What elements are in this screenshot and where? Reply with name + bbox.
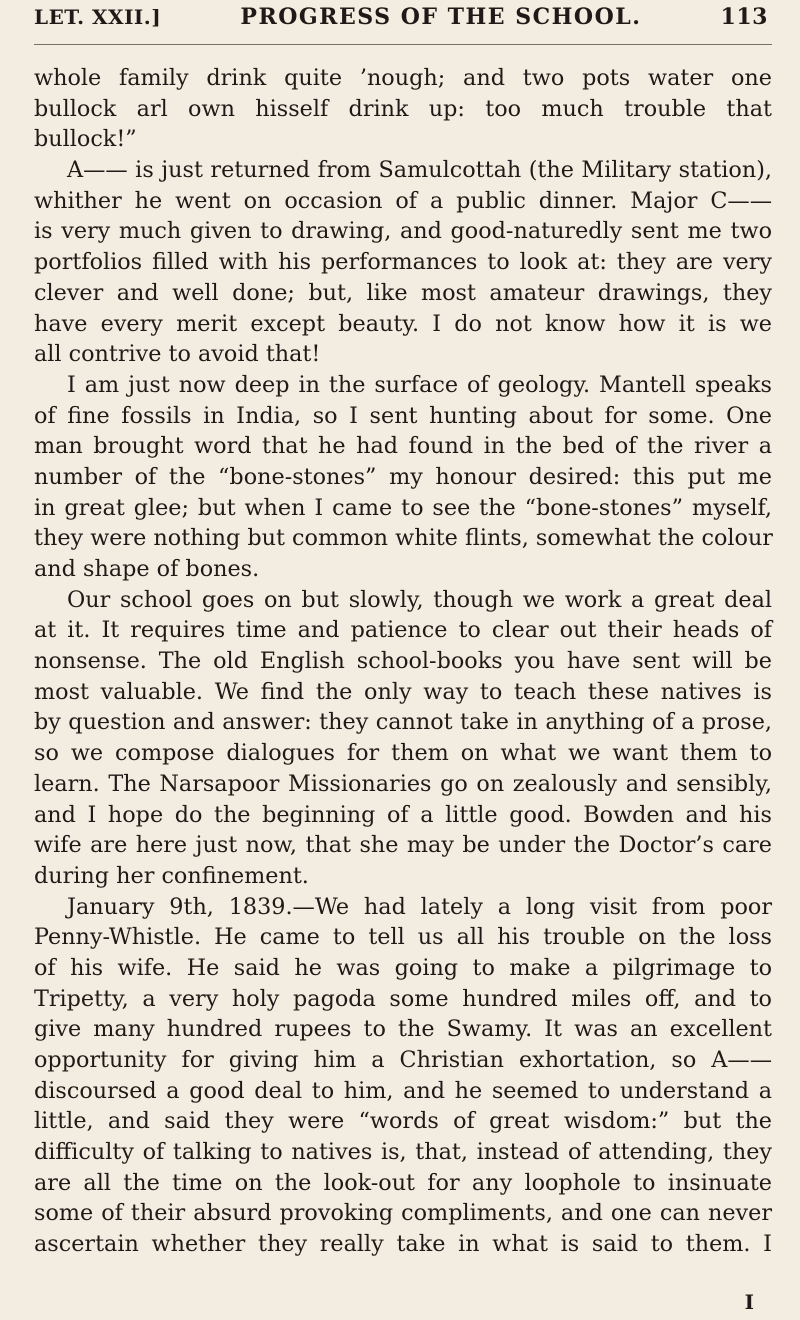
- text-line: difficulty of talking to natives is, that, instead of attending, they: [34, 1139, 772, 1166]
- text-line: man brought word that he had found in the bed of the river a: [34, 433, 772, 460]
- text-line: at it. It requires time and patience to clear out their heads of: [34, 617, 772, 644]
- text-line: Tripetty, a very holy pagoda some hundred miles off, and to: [34, 985, 772, 1012]
- text-line: in great glee; but when I came to see the “bone-stones” myself,: [34, 494, 772, 521]
- text-line: they were nothing but common white flints, somewhat the colour: [34, 525, 773, 552]
- text-line: so we compose dialogues for them on what we want them to: [34, 740, 772, 767]
- page-number: 113: [720, 4, 768, 30]
- text-line: whole family drink quite ’nough; and two pots water one: [34, 65, 772, 91]
- running-head: [34, 4, 772, 42]
- text-line: Penny-Whistle. He came to tell us all his trouble on the loss: [34, 924, 772, 951]
- letter-number: LET. XXII.]: [34, 5, 162, 29]
- text-line: have every merit except beauty. I do not know how it is we: [34, 310, 772, 337]
- header-rule: [34, 44, 772, 45]
- text-line: by question and answer: they cannot take in anything of a prose,: [34, 709, 772, 736]
- text-line: clever and well done; but, like most amateur drawings, they: [34, 279, 772, 306]
- text-line: A—— is just returned from Samulcottah (the Military station),: [67, 157, 772, 184]
- text-line: January 9th, 1839.—We had lately a long visit from poor: [67, 893, 772, 920]
- text-line: and I hope do the beginning of a little good. Bowden and his: [34, 801, 772, 828]
- text-line: portfolios filled with his performances to look at: they are very: [34, 249, 772, 276]
- text-line: wife are here just now, that she may be under the Doctor’s care: [34, 832, 772, 859]
- text-line: all contrive to avoid that!: [34, 341, 321, 368]
- text-line: most valuable. We find the only way to teach these natives is: [34, 678, 772, 705]
- text-line: of fine fossils in India, so I sent hunting about for some. One: [34, 402, 772, 429]
- text-line: whither he went on occasion of a public dinner. Major C——: [34, 187, 772, 214]
- chapter-title: PROGRESS OF THE SCHOOL.: [240, 4, 642, 30]
- text-line: and shape of bones.: [34, 556, 260, 582]
- text-line: discoursed a good deal to him, and he seemed to understand a: [34, 1077, 772, 1104]
- text-line: I am just now deep in the surface of geology. Mantell speaks: [67, 371, 772, 398]
- text-line: of his wife. He said he was going to make a pilgrimage to: [34, 954, 772, 981]
- text-line: are all the time on the look-out for any loophole to insinuate: [34, 1169, 772, 1196]
- text-line: Our school goes on but slowly, though we work a great deal: [67, 586, 772, 613]
- catchword: I: [744, 1290, 754, 1314]
- text-line: give many hundred rupees to the Swamy. It was an excellent: [34, 1016, 772, 1043]
- text-line: learn. The Narsapoor Missionaries go on zealously and sensibly,: [34, 770, 772, 797]
- text-line: nonsense. The old English school-books you have sent will be: [34, 648, 772, 675]
- text-line: some of their absurd provoking compliments, and one can never: [34, 1200, 772, 1227]
- body-text: [34, 63, 772, 1260]
- text-line: bullock arl own hisself drink up: too much trouble that: [34, 95, 772, 122]
- text-line: ascertain whether they really take in what is said to them. I: [34, 1231, 772, 1258]
- text-line: is very much given to drawing, and good-naturedly sent me two: [34, 218, 772, 245]
- text-line: opportunity for giving him a Christian exhortation, so A——: [34, 1047, 772, 1073]
- text-line: number of the “bone-stones” my honour desired: this put me: [34, 463, 772, 490]
- text-line: during her confinement.: [34, 862, 309, 889]
- text-line: bullock!”: [34, 126, 137, 153]
- text-line: little, and said they were “words of great wisdom:” but the: [34, 1108, 772, 1135]
